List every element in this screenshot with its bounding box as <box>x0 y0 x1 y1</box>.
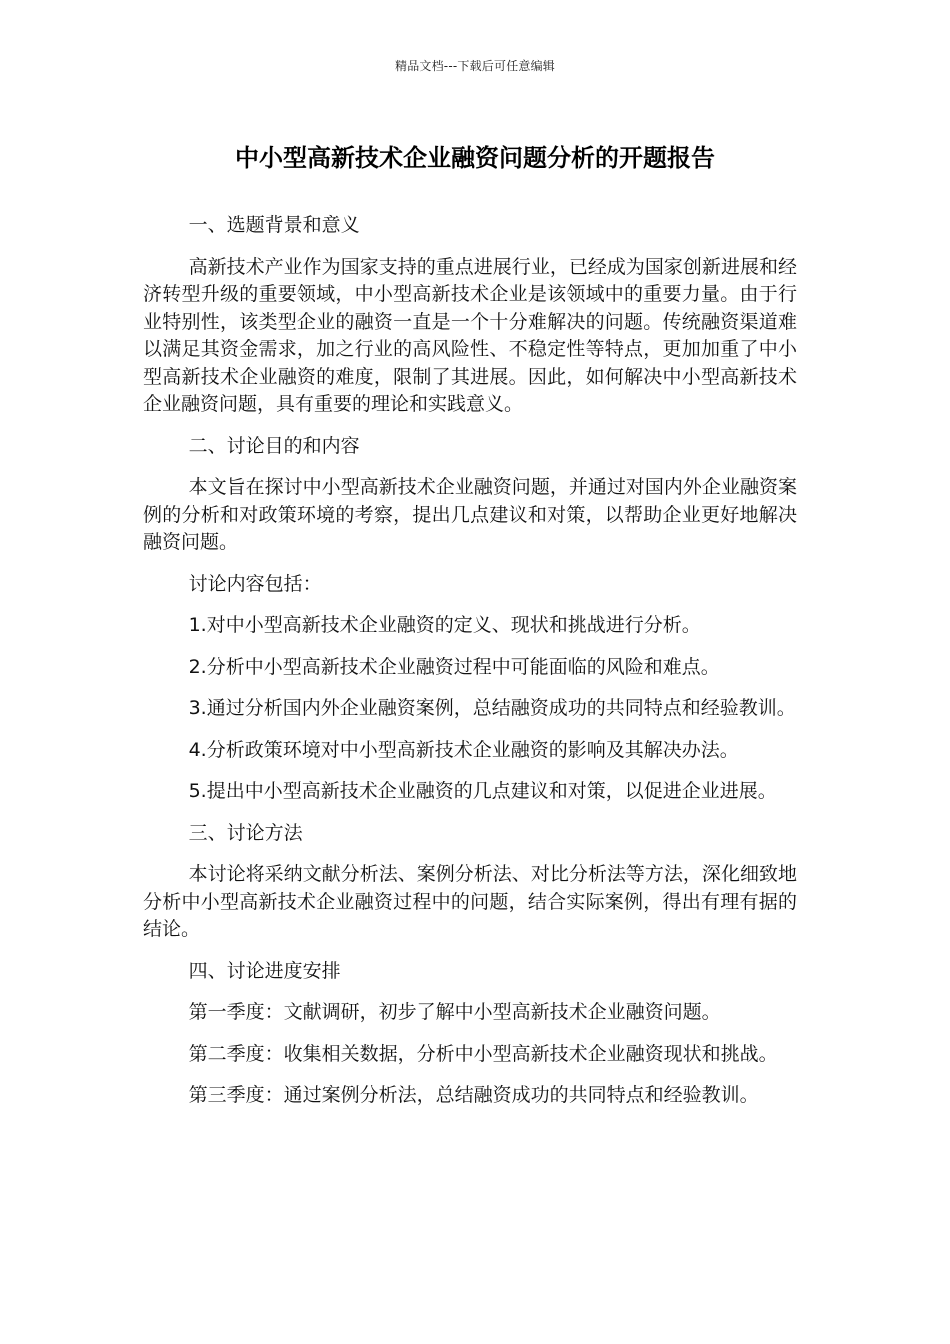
list-item-2: 2.分析中小型高新技术企业融资过程中可能面临的风险和难点。 <box>188 655 720 678</box>
list-item-3: 3.通过分析国内外企业融资案例，总结融资成功的共同特点和经验教训。 <box>188 697 796 719</box>
document-body <box>143 212 797 1124</box>
section-heading-method: 三、讨论方法 <box>188 821 303 844</box>
list-item-5: 5.提出中小型高新技术企业融资的几点建议和对策，以促进企业进展。 <box>188 780 777 802</box>
section-heading-schedule: 四、讨论进度安排 <box>188 959 341 982</box>
header-note: 精品文档---下载后可任意编辑 <box>395 59 555 73</box>
document-title: 中小型高新技术企业融资问题分析的开题报告 <box>235 144 715 172</box>
schedule-q1: 第一季度：文献调研，初步了解中小型高新技术企业融资问题。 <box>188 1001 721 1023</box>
paragraph-purpose: 本文旨在探讨中小型高新技术企业融资问题，并通过对国内外企业融资案例的分析和对政策环境的考察，提出几点建议和对策，以帮助企业更好地解决融资问题。 <box>143 476 797 553</box>
schedule-q2: 第二季度：收集相关数据，分析中小型高新技术企业融资现状和挑战。 <box>188 1042 778 1065</box>
list-item-4: 4.分析政策环境对中小型高新技术企业融资的影响及其解决办法。 <box>188 738 739 761</box>
section-heading-background: 一、选题背景和意义 <box>188 214 360 236</box>
schedule-q3: 第三季度：通过案例分析法，总结融资成功的共同特点和经验教训。 <box>188 1084 759 1106</box>
paragraph-background: 高新技术产业作为国家支持的重点进展行业，已经成为国家创新进展和经济转型升级的重要领域，中小型高新技术企业是该领域中的重要力量。由于行业特别性，该类型企业的融资一直是一个十分难解决的问题。传统融资渠道难以满足其资金需求，加之行业的高风险性、不稳定性等特点，更加加重了中小型高新技术企业融资的难度，限制了其进展。因此，如何解决中小型高新技术企业融资问题，具有重要的理论和实践意义。 <box>143 255 797 415</box>
list-item-1: 1.对中小型高新技术企业融资的定义、现状和挑战进行分析。 <box>188 614 701 636</box>
paragraph-content-intro: 讨论内容包括： <box>188 572 322 595</box>
paragraph-method: 本讨论将采纳文献分析法、案例分析法、对比分析法等方法，深化细致地分析中小型高新技术企业融资过程中的问题，结合实际案例，得出有理有据的结论。 <box>143 863 797 940</box>
section-heading-purpose: 二、讨论目的和内容 <box>188 434 360 457</box>
